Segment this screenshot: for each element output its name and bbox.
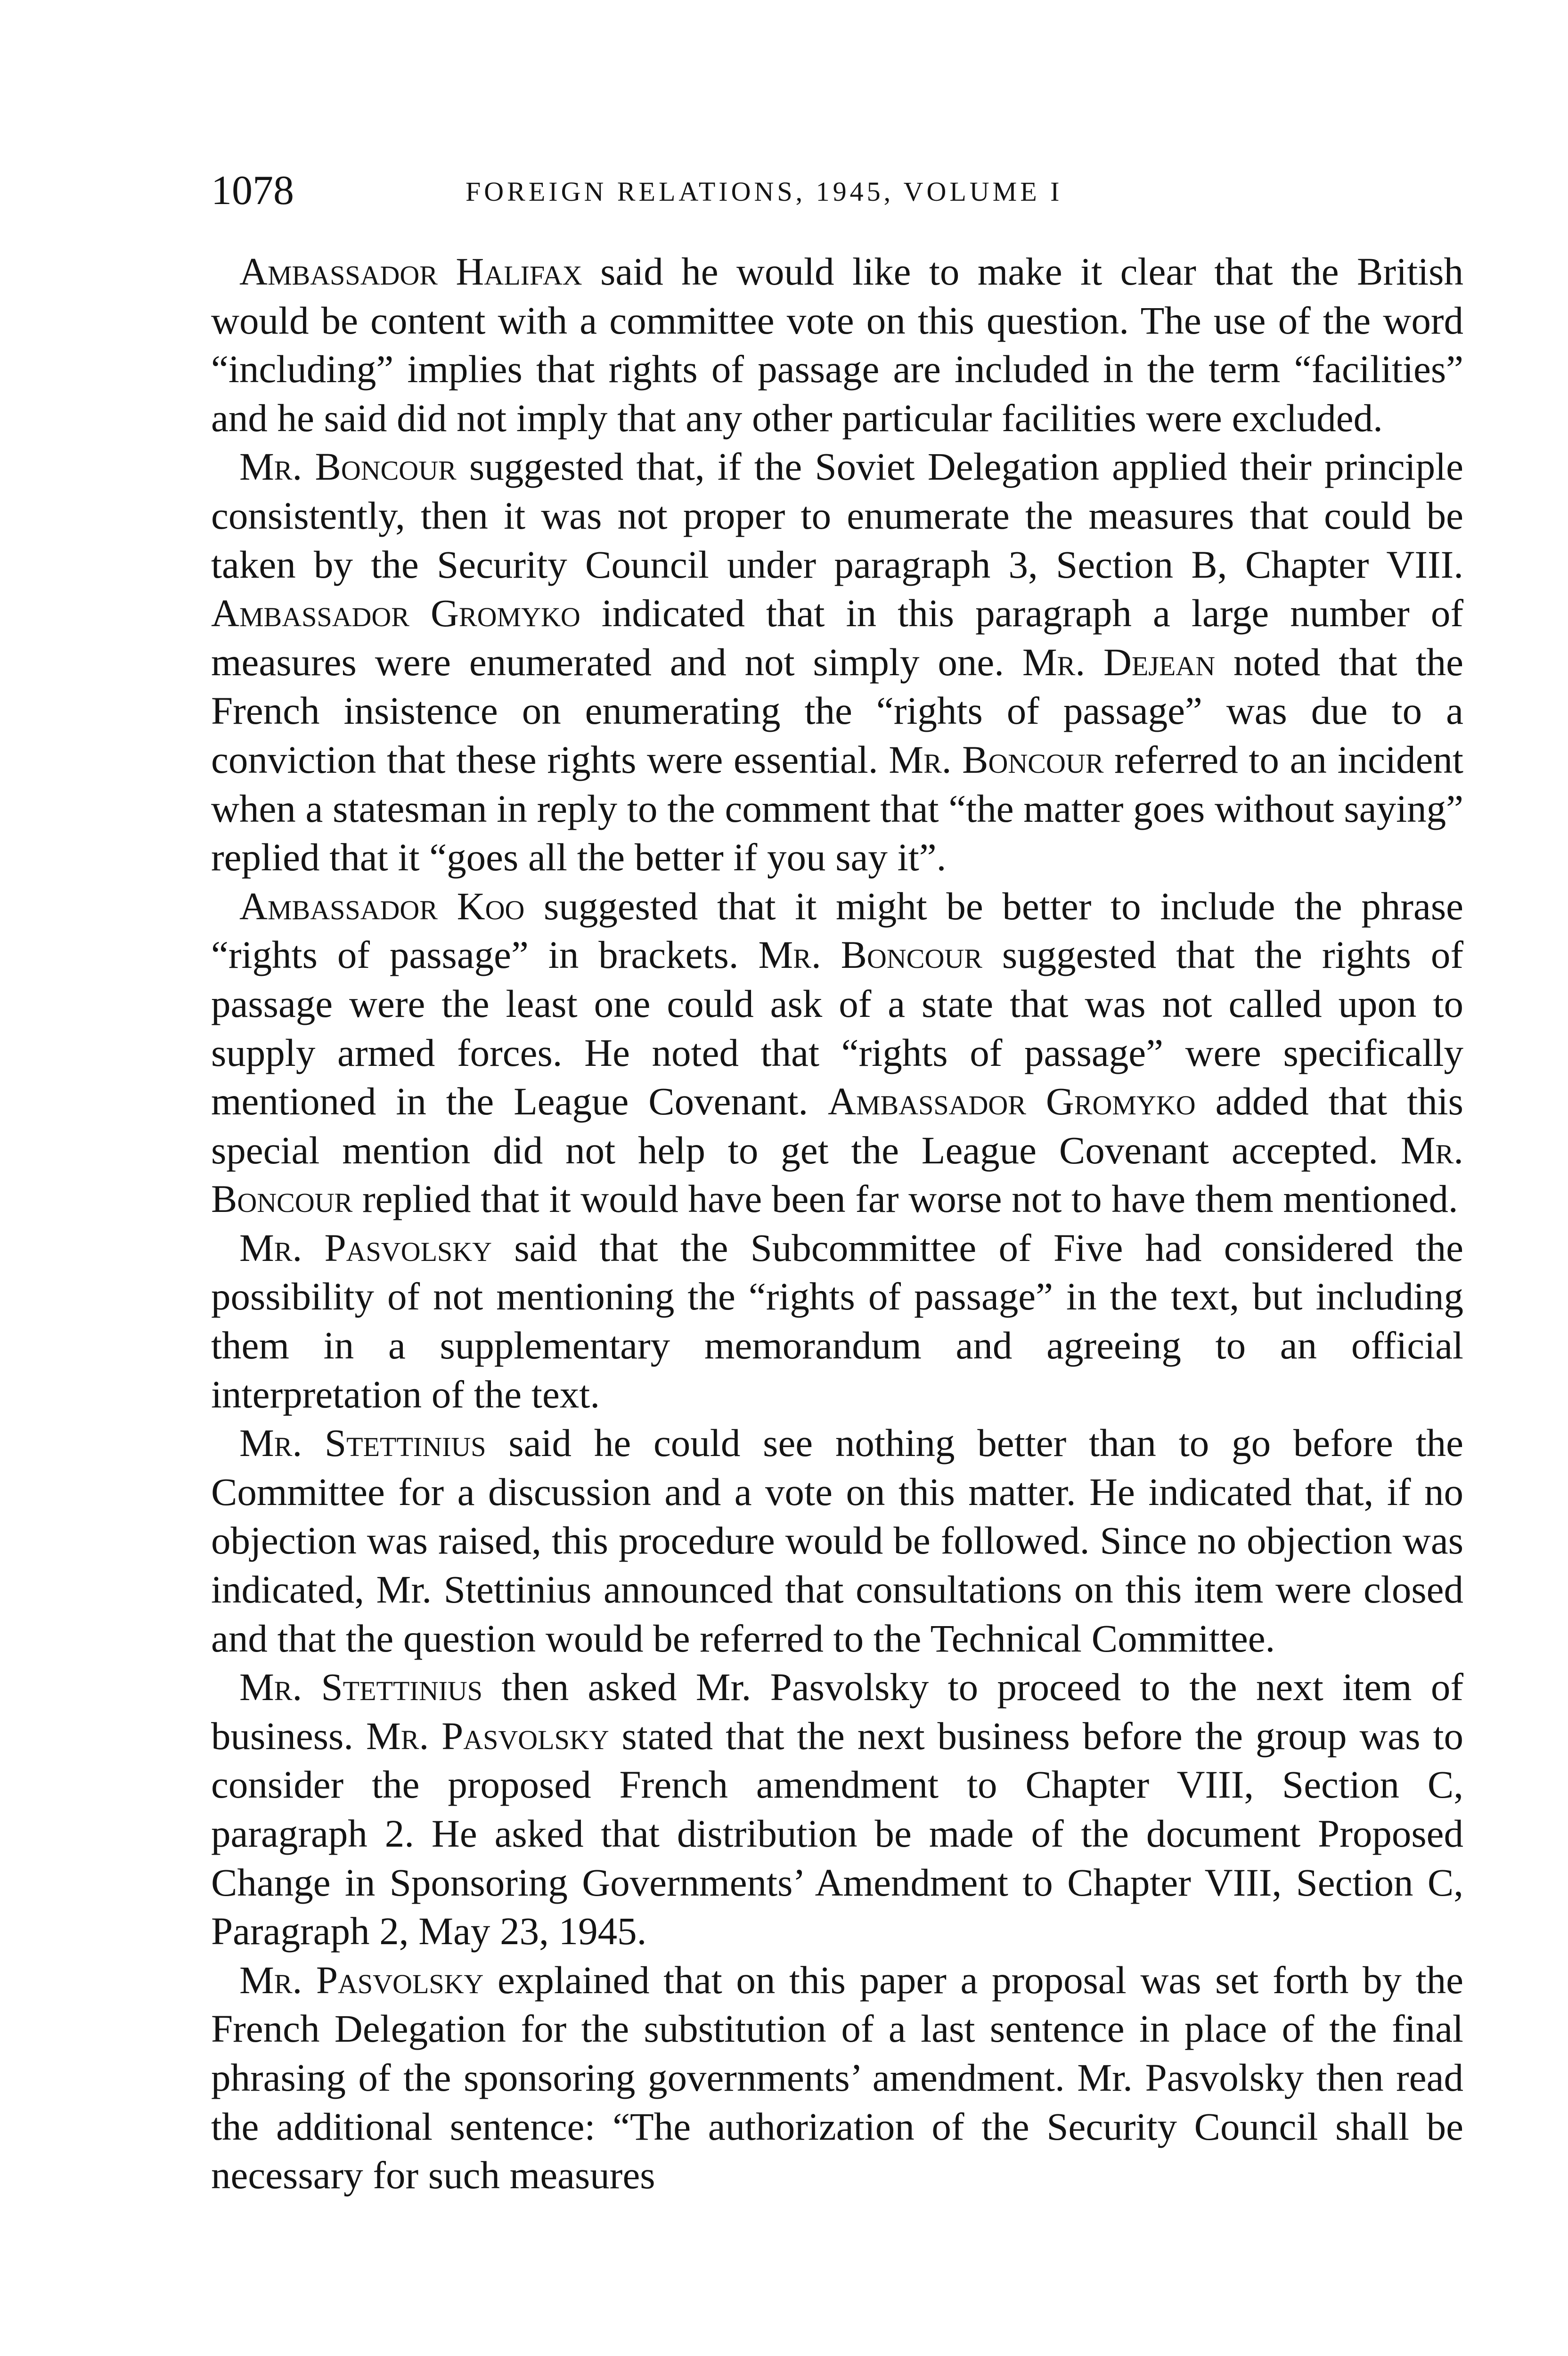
- text-run: replied that it would have been far worse not to have them mentioned.: [352, 1177, 1458, 1221]
- speaker-name: Ambassador Gromyko: [211, 591, 580, 635]
- page-header: [211, 170, 1455, 212]
- paragraph: [211, 442, 1463, 882]
- text-run: added that this special mention did not help to get the League Covenant accepted.: [211, 1080, 1463, 1172]
- text-run: suggested that, if the Soviet Delegation applied their principle consistently, then it was not proper to enumerate the measures that could be taken by the Security Council under paragraph 3, Section B, Chapter VIII.: [211, 445, 1463, 586]
- speaker-name: Ambassador Gromyko: [828, 1080, 1196, 1123]
- speaker-name: Mr. Stettinius: [239, 1421, 486, 1465]
- running-title: FOREIGN RELATIONS, 1945, VOLUME I: [466, 176, 1063, 207]
- text-run: then asked Mr. Pasvolsky to proceed to the next item of business.: [211, 1665, 1463, 1758]
- speaker-name: Mr. Boncour: [758, 933, 982, 977]
- text-run: said he would like to make it clear that the British would be content with a committee vote on this question. The use of the word “including” implies that rights of passage are included in the term “facilities” and he said did not imply that any other particular facilities were excluded.: [211, 250, 1463, 440]
- text-run: explained that on this paper a proposal was set forth by the French Delegation for the substitution of a last sentence in place of the final phrasing of the sponsoring governments’ amendment. Mr. Pasvolsky then read the additional sentence: “The authorization of the Security Council shall be necessary for such measures: [211, 1958, 1463, 2197]
- text-run: noted that the French insistence on enumerating the “rights of passage” was due to a conviction that these rights were essential.: [211, 640, 1463, 781]
- text-run: referred to an incident when a statesman in reply to the comment that “the matter goes without saying” replied that it “goes all the better if you say it”.: [211, 737, 1463, 879]
- paragraph: [211, 1224, 1463, 1419]
- text-run: stated that the next business before the group was to consider the proposed French amendment to Chapter VIII, Section C, paragraph 2. He asked that distribution be made of the document Proposed Change in Sponsoring Governments’ Amendment to Chapter VIII, Section C, Paragraph 2, May 23, 1945.: [211, 1714, 1464, 1953]
- text-run: suggested that the rights of passage were the least one could ask of a state that was not called upon to supply armed forces. He noted that “rights of passage” were specifically mentioned in the League Covenant.: [211, 933, 1463, 1123]
- text-run: said he could see nothing better than to go before the Committee for a discussion and a vote on this matter. He indicated that, if no objection was raised, this procedure would be followed. Since no objection was indicated, Mr. Stettinius announced that consultations on this item were closed and that the question would be referred to the Technical Committee.: [211, 1421, 1463, 1660]
- paragraph: [211, 1419, 1463, 1663]
- speaker-name: Mr. Pasvolsky: [239, 1226, 492, 1269]
- paragraph: [211, 1663, 1463, 1956]
- speaker-name: Ambassador Halifax: [239, 250, 582, 293]
- speaker-name: Ambassador Koo: [239, 884, 525, 928]
- speaker-name: Mr. Dejean: [1022, 640, 1216, 684]
- paragraph: [211, 247, 1463, 442]
- speaker-name: Mr. Boncour: [889, 737, 1104, 781]
- speaker-name: Mr. Pasvolsky: [366, 1714, 609, 1758]
- speaker-name: Mr. Boncour: [239, 445, 457, 489]
- paragraph: [211, 882, 1463, 1224]
- page-number: 1078: [211, 168, 294, 213]
- speaker-name: Mr. Stettinius: [239, 1665, 483, 1709]
- speaker-name: Mr. Pasvolsky: [239, 1958, 484, 2002]
- body-text: [211, 247, 1463, 2200]
- paragraph: [211, 1956, 1463, 2200]
- speaker-name: Mr. Boncour: [211, 1128, 1463, 1221]
- text-run: said that the Subcommittee of Five had considered the possibility of not mentioning the “rights of passage” in the text, but including them in a supplementary memorandum and agreeing to an official interpretation of the text.: [211, 1226, 1463, 1416]
- text-run: indicated that in this paragraph a large number of measures were enumerated and not simply one.: [211, 591, 1463, 684]
- text-run: suggested that it might be better to include the phrase “rights of passage” in brackets.: [211, 884, 1463, 977]
